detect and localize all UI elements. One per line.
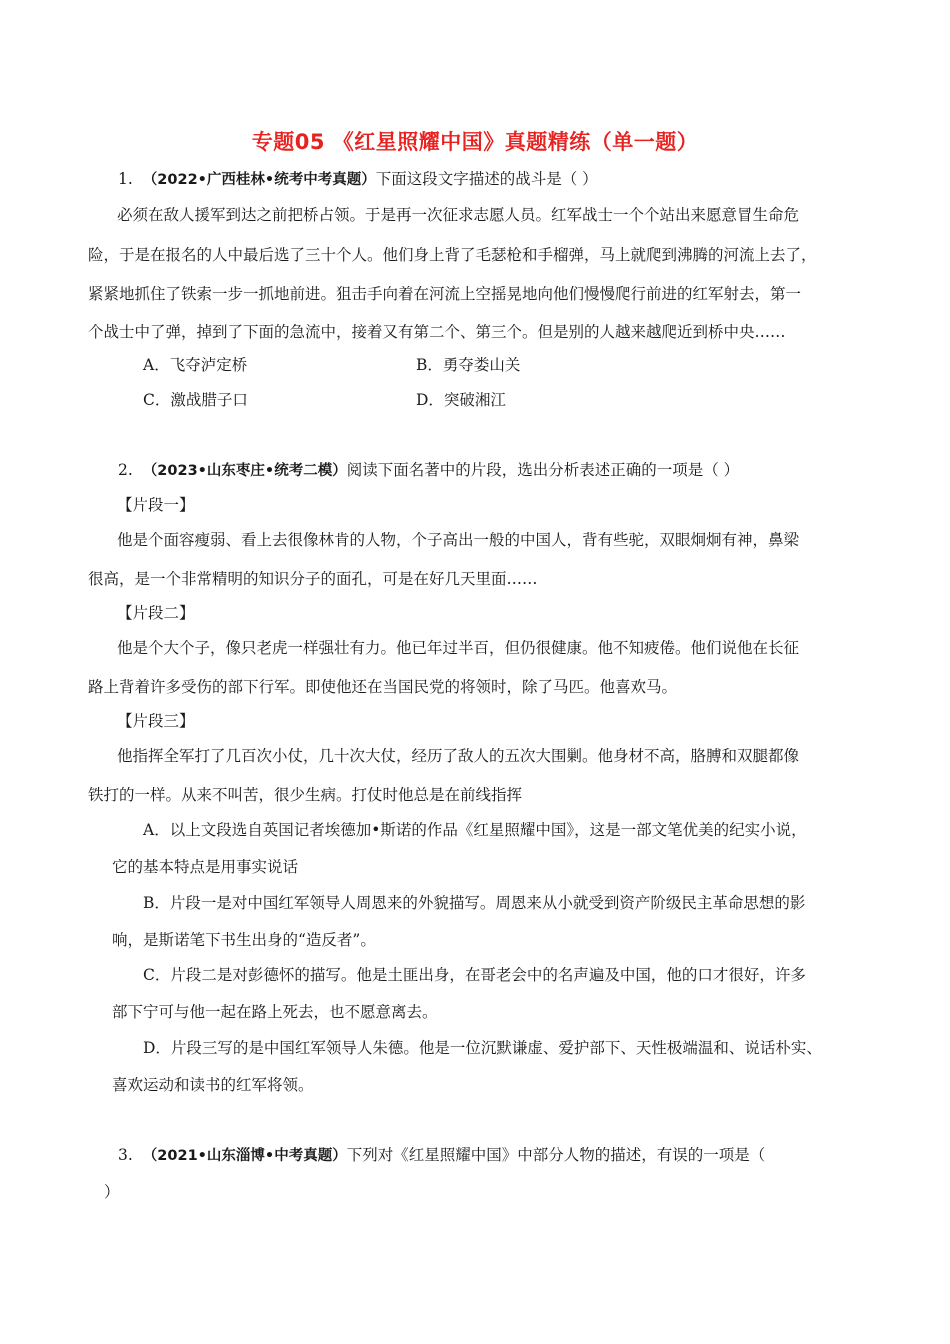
passage-line: 个战士中了弹，掉到了下面的急流中，接着又有第二个、第三个。但是别的人越来越爬近到桥中央…… xyxy=(88,323,786,341)
question-stem: 阅读下面名著中的片段，选出分析表述正确的一项是（ ） xyxy=(346,461,740,479)
question-stem: 下列对《红星照耀中国》中部分人物的描述，有误的一项是（ xyxy=(346,1146,766,1164)
page-title: 专题05 《红星照耀中国》真题精练（单一题） xyxy=(251,130,699,154)
segment-line: 他是个大个子，像只老虎一样强壮有力。他已年过半百，但仍很健康。他不知疲倦。他们说他在长征 xyxy=(117,639,800,657)
segment-1-label: 【片段一】 xyxy=(117,496,195,514)
segment-3-label: 【片段三】 xyxy=(117,712,195,730)
question-number: 3. xyxy=(118,1146,133,1164)
option-b: B．勇夺娄山关 xyxy=(416,356,521,374)
passage-line: 险，于是在报名的人中最后选了三十个人。他们身上背了毛瑟枪和手榴弹，马上就爬到沸腾的河流上去了， xyxy=(88,246,817,264)
question-source: （2021•山东淄博•中考真题） xyxy=(142,1148,347,1164)
question-number: 2. xyxy=(118,461,133,479)
option-c: C．片段二是对彭德怀的描写。他是土匪出身，在哥老会中的名声遍及中国，他的口才很好，许多 xyxy=(143,966,806,984)
option-b: B．片段一是对中国红军领导人周恩来的外貌描写。周恩来从小就受到资产阶级民主革命思想的影 xyxy=(143,894,806,912)
option-d: D．突破湘江 xyxy=(416,391,506,409)
option-b-cont: 响，是斯诺笔下书生出身的“造反者”。 xyxy=(112,931,376,949)
question-number: 1. xyxy=(118,170,133,188)
option-c-cont: 部下宁可与他一起在路上死去，也不愿意离去。 xyxy=(112,1003,438,1021)
question-3-header xyxy=(118,1145,908,1166)
question-stem-cont: ） xyxy=(104,1183,120,1201)
option-a: A．以上文段选自英国记者埃德加•斯诺的作品《红星照耀中国》，这是一部文笔优美的纪实小说， xyxy=(143,821,807,839)
question-1-header xyxy=(118,169,908,190)
question-stem: 下面这段文字描述的战斗是（ ） xyxy=(375,170,598,188)
segment-line: 他指挥全军打了几百次小仗，几十次大仗，经历了敌人的五次大围剿。他身材不高，胳膊和双腿都像 xyxy=(117,747,800,765)
segment-line: 他是个面容瘦弱、看上去很像林肯的人物，个子高出一般的中国人，背有些驼，双眼炯炯有神，鼻梁 xyxy=(117,531,800,549)
question-source: （2022•广西桂林•统考中考真题） xyxy=(142,172,376,188)
segment-line: 铁打的一样。从来不叫苦，很少生病。打仗时他总是在前线指挥 xyxy=(88,786,523,804)
segment-line: 路上背着许多受伤的部下行军。即使他还在当国民党的将领时，除了马匹。他喜欢马。 xyxy=(88,678,678,696)
option-a-cont: 它的基本特点是用事实说话 xyxy=(112,858,299,876)
option-d: D．片段三写的是中国红军领导人朱德。他是一位沉默谦虚、爱护部下、天性极端温和、说话朴实、 xyxy=(143,1039,822,1057)
segment-line: 很高，是一个非常精明的知识分子的面孔，可是在好几天里面…… xyxy=(88,570,538,588)
passage-line: 紧紧地抓住了铁索一步一抓地前进。狙击手向着在河流上空摇晃地向他们慢慢爬行前进的红军射去，第一 xyxy=(88,285,802,303)
option-a: A．飞夺泸定桥 xyxy=(143,356,248,374)
segment-2-label: 【片段二】 xyxy=(117,604,195,622)
question-2-header xyxy=(118,460,908,481)
question-source: （2023•山东枣庄•统考二模） xyxy=(142,463,347,479)
option-d-cont: 喜欢运动和读书的红军将领。 xyxy=(112,1076,314,1094)
passage-line: 必须在敌人援军到达之前把桥占领。于是再一次征求志愿人员。红军战士一个个站出来愿意冒生命危 xyxy=(117,206,800,224)
option-c: C．激战腊子口 xyxy=(143,391,248,409)
